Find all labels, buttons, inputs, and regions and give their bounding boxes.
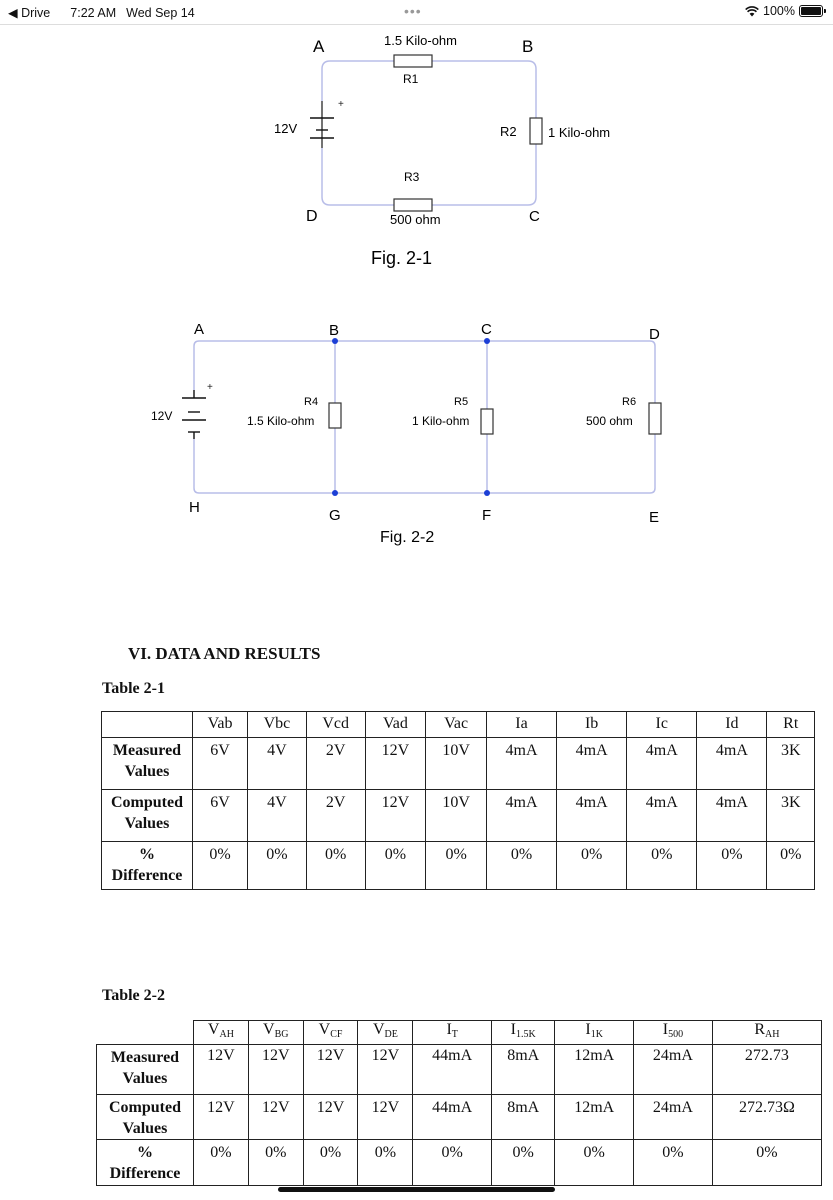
figure-2-2 xyxy=(0,310,833,555)
status-divider xyxy=(0,24,833,25)
header-sub: AH xyxy=(764,1029,780,1040)
fig1-source-voltage: 12V xyxy=(274,121,298,136)
header-cell: Id xyxy=(697,712,767,738)
header-cell: Vac xyxy=(426,712,487,738)
header-sub: 1K xyxy=(590,1029,603,1040)
battery-icon xyxy=(799,5,823,17)
table-cell: 12V xyxy=(248,1095,303,1140)
header-main: V xyxy=(372,1021,385,1038)
fig1-node-c: C xyxy=(529,208,540,225)
table-cell: 44mA xyxy=(413,1045,492,1095)
table-row xyxy=(102,790,815,842)
table-cell: 4mA xyxy=(627,790,697,842)
row-label-line-1: % xyxy=(139,846,155,863)
table-cell: 6V xyxy=(193,738,248,790)
status-date: Wed Sep 14 xyxy=(126,6,195,20)
header-sub: AH xyxy=(219,1029,234,1040)
fig1-node-b: B xyxy=(522,37,534,56)
table-cell: 12V xyxy=(365,738,426,790)
fig2-node-c: C xyxy=(481,321,492,338)
table-cell: 272.73Ω xyxy=(712,1095,821,1140)
table-cell: 0% xyxy=(492,1140,555,1186)
table-cell: 24mA xyxy=(634,1045,713,1095)
row-label-line-2: Values xyxy=(122,1120,168,1137)
header-cell xyxy=(413,1021,492,1045)
row-label-line-2: Values xyxy=(124,763,170,780)
table-cell: 4mA xyxy=(697,738,767,790)
table-header-row xyxy=(102,712,815,738)
table-2-2 xyxy=(96,1020,822,1186)
fig2-caption: Fig. 2-2 xyxy=(380,529,435,546)
header-main: V xyxy=(318,1021,331,1038)
header-cell: Vbc xyxy=(248,712,307,738)
table-cell: 4mA xyxy=(486,790,556,842)
table-cell: 2V xyxy=(306,738,365,790)
row-label xyxy=(97,1045,194,1095)
status-bar xyxy=(0,0,833,26)
row-label-line-1: Measured xyxy=(110,1049,180,1066)
table-cell: 0% xyxy=(627,842,697,890)
fig2-r5-label: R5 xyxy=(454,396,469,408)
table-corner-cell xyxy=(97,1021,194,1045)
table-cell: 0% xyxy=(697,842,767,890)
header-main: I xyxy=(585,1021,591,1038)
table-cell: 0% xyxy=(486,842,556,890)
fig1-r2-value: 1 Kilo-ohm xyxy=(548,125,611,140)
header-cell xyxy=(303,1021,358,1045)
fig2-r6-value: 500 ohm xyxy=(586,414,633,428)
table-cell: 10V xyxy=(426,790,487,842)
table-cell: 0% xyxy=(193,842,248,890)
table-cell: 4mA xyxy=(557,790,627,842)
svg-text:+: + xyxy=(207,382,213,393)
table-cell: 4V xyxy=(248,738,307,790)
header-cell: Vab xyxy=(193,712,248,738)
table-row xyxy=(97,1140,822,1186)
header-cell: Vad xyxy=(365,712,426,738)
row-label xyxy=(97,1095,194,1140)
row-label-line-1: Computed xyxy=(108,1099,181,1116)
table-cell: 8mA xyxy=(492,1095,555,1140)
header-sub: T xyxy=(451,1029,458,1040)
table-cell: 0% xyxy=(248,1140,303,1186)
header-sub: 500 xyxy=(668,1029,684,1040)
table-cell: 24mA xyxy=(634,1095,713,1140)
fig2-node-a: A xyxy=(194,321,205,338)
header-main: R xyxy=(754,1021,765,1038)
fig1-r2-label: R2 xyxy=(500,124,517,139)
table-2-1-title: Table 2-1 xyxy=(102,680,165,697)
table-cell: 0% xyxy=(303,1140,358,1186)
table-cell: 12V xyxy=(358,1095,413,1140)
row-label-line-2: Difference xyxy=(109,1165,181,1182)
row-label-line-1: % xyxy=(137,1144,153,1161)
fig2-r5-value: 1 Kilo-ohm xyxy=(412,414,470,428)
table-cell: 8mA xyxy=(492,1045,555,1095)
table-cell: 0% xyxy=(413,1140,492,1186)
figure-2-1 xyxy=(0,26,833,276)
row-label xyxy=(102,842,193,890)
table-row xyxy=(102,738,815,790)
table-cell: 0% xyxy=(555,1140,634,1186)
header-cell: Ic xyxy=(627,712,697,738)
table-cell: 12V xyxy=(365,790,426,842)
svg-text:+: + xyxy=(338,99,344,110)
row-label xyxy=(102,790,193,842)
table-cell: 12V xyxy=(358,1045,413,1095)
table-cell: 4mA xyxy=(557,738,627,790)
fig2-node-e: E xyxy=(649,509,660,526)
table-cell: 4mA xyxy=(697,790,767,842)
header-sub: 1.5K xyxy=(515,1029,536,1040)
table-cell: 0% xyxy=(712,1140,821,1186)
table-2-2-title: Table 2-2 xyxy=(102,987,165,1004)
status-right xyxy=(745,4,823,18)
fig1-r1-value: 1.5 Kilo-ohm xyxy=(384,33,457,48)
table-cell: 4mA xyxy=(627,738,697,790)
table-cell: 12V xyxy=(194,1045,249,1095)
header-main: V xyxy=(263,1021,275,1038)
multitasking-dots-icon[interactable]: ••• xyxy=(404,3,422,19)
fig2-node-b: B xyxy=(329,322,340,339)
row-label-line-2: Difference xyxy=(111,867,183,884)
header-main: I xyxy=(510,1021,516,1038)
fig1-r1-label: R1 xyxy=(403,72,419,86)
table-cell: 0% xyxy=(306,842,365,890)
table-cell: 10V xyxy=(426,738,487,790)
fig1-caption: Fig. 2-1 xyxy=(371,248,433,268)
table-row xyxy=(97,1045,822,1095)
row-label xyxy=(102,738,193,790)
table-cell: 6V xyxy=(193,790,248,842)
table-header-row xyxy=(97,1021,822,1045)
wifi-icon xyxy=(745,6,759,17)
header-cell xyxy=(712,1021,821,1045)
table-cell: 0% xyxy=(194,1140,249,1186)
header-cell xyxy=(492,1021,555,1045)
header-cell: Rt xyxy=(767,712,815,738)
header-main: I xyxy=(662,1021,669,1038)
table-cell: 12mA xyxy=(555,1045,634,1095)
header-sub: CF xyxy=(330,1029,343,1040)
fig2-node-f: F xyxy=(482,507,492,524)
header-cell: Ia xyxy=(486,712,556,738)
row-label-line-2: Values xyxy=(122,1070,168,1087)
table-row xyxy=(97,1095,822,1140)
back-to-app-link[interactable]: ◀ Drive xyxy=(8,6,51,20)
header-cell xyxy=(358,1021,413,1045)
header-cell xyxy=(194,1021,249,1045)
battery-percent: 100% xyxy=(763,4,795,18)
fig2-node-g: G xyxy=(329,507,341,524)
table-2-1 xyxy=(101,711,815,890)
table-cell: 0% xyxy=(248,842,307,890)
row-label-line-2: Values xyxy=(124,815,170,832)
row-label-line-1: Computed xyxy=(110,794,183,811)
fig2-node-d: D xyxy=(649,326,660,343)
table-cell: 0% xyxy=(767,842,815,890)
home-indicator[interactable] xyxy=(278,1187,555,1192)
header-cell xyxy=(248,1021,303,1045)
table-cell: 0% xyxy=(358,1140,413,1186)
table-cell: 0% xyxy=(634,1140,713,1186)
row-label xyxy=(97,1140,194,1186)
table-cell: 272.73 xyxy=(712,1045,821,1095)
table-cell: 3K xyxy=(767,738,815,790)
row-label-line-1: Measured xyxy=(112,742,182,759)
fig2-r4-label: R4 xyxy=(304,396,319,408)
header-sub: BG xyxy=(274,1029,289,1040)
table-cell: 4V xyxy=(248,790,307,842)
header-sub: DE xyxy=(384,1029,398,1040)
table-cell: 4mA xyxy=(486,738,556,790)
table-cell: 3K xyxy=(767,790,815,842)
table-row xyxy=(102,842,815,890)
fig1-node-a: A xyxy=(313,37,325,56)
header-cell: Vcd xyxy=(306,712,365,738)
header-main: I xyxy=(446,1021,452,1038)
fig2-r4-value: 1.5 Kilo-ohm xyxy=(247,414,315,428)
table-cell: 0% xyxy=(426,842,487,890)
fig2-r6-label: R6 xyxy=(622,396,637,408)
fig2-node-h: H xyxy=(189,499,200,516)
table-cell: 12mA xyxy=(555,1095,634,1140)
fig1-r3-value: 500 ohm xyxy=(390,212,441,227)
table-corner-cell xyxy=(102,712,193,738)
table-cell: 12V xyxy=(248,1045,303,1095)
header-cell: Ib xyxy=(557,712,627,738)
header-main: V xyxy=(207,1021,220,1038)
table-cell: 0% xyxy=(557,842,627,890)
fig1-node-d: D xyxy=(306,208,318,225)
header-cell xyxy=(634,1021,713,1045)
header-cell xyxy=(555,1021,634,1045)
table-cell: 12V xyxy=(303,1045,358,1095)
section-title: VI. DATA AND RESULTS xyxy=(128,644,321,663)
status-time: 7:22 AM xyxy=(70,6,117,20)
fig1-r3-label: R3 xyxy=(404,170,420,184)
table-cell: 2V xyxy=(306,790,365,842)
table-cell: 12V xyxy=(303,1095,358,1140)
fig2-source-voltage: 12V xyxy=(151,409,173,423)
back-app-label: Drive xyxy=(21,6,51,20)
status-left xyxy=(8,5,205,20)
table-cell: 12V xyxy=(194,1095,249,1140)
table-cell: 44mA xyxy=(413,1095,492,1140)
table-cell: 0% xyxy=(365,842,426,890)
